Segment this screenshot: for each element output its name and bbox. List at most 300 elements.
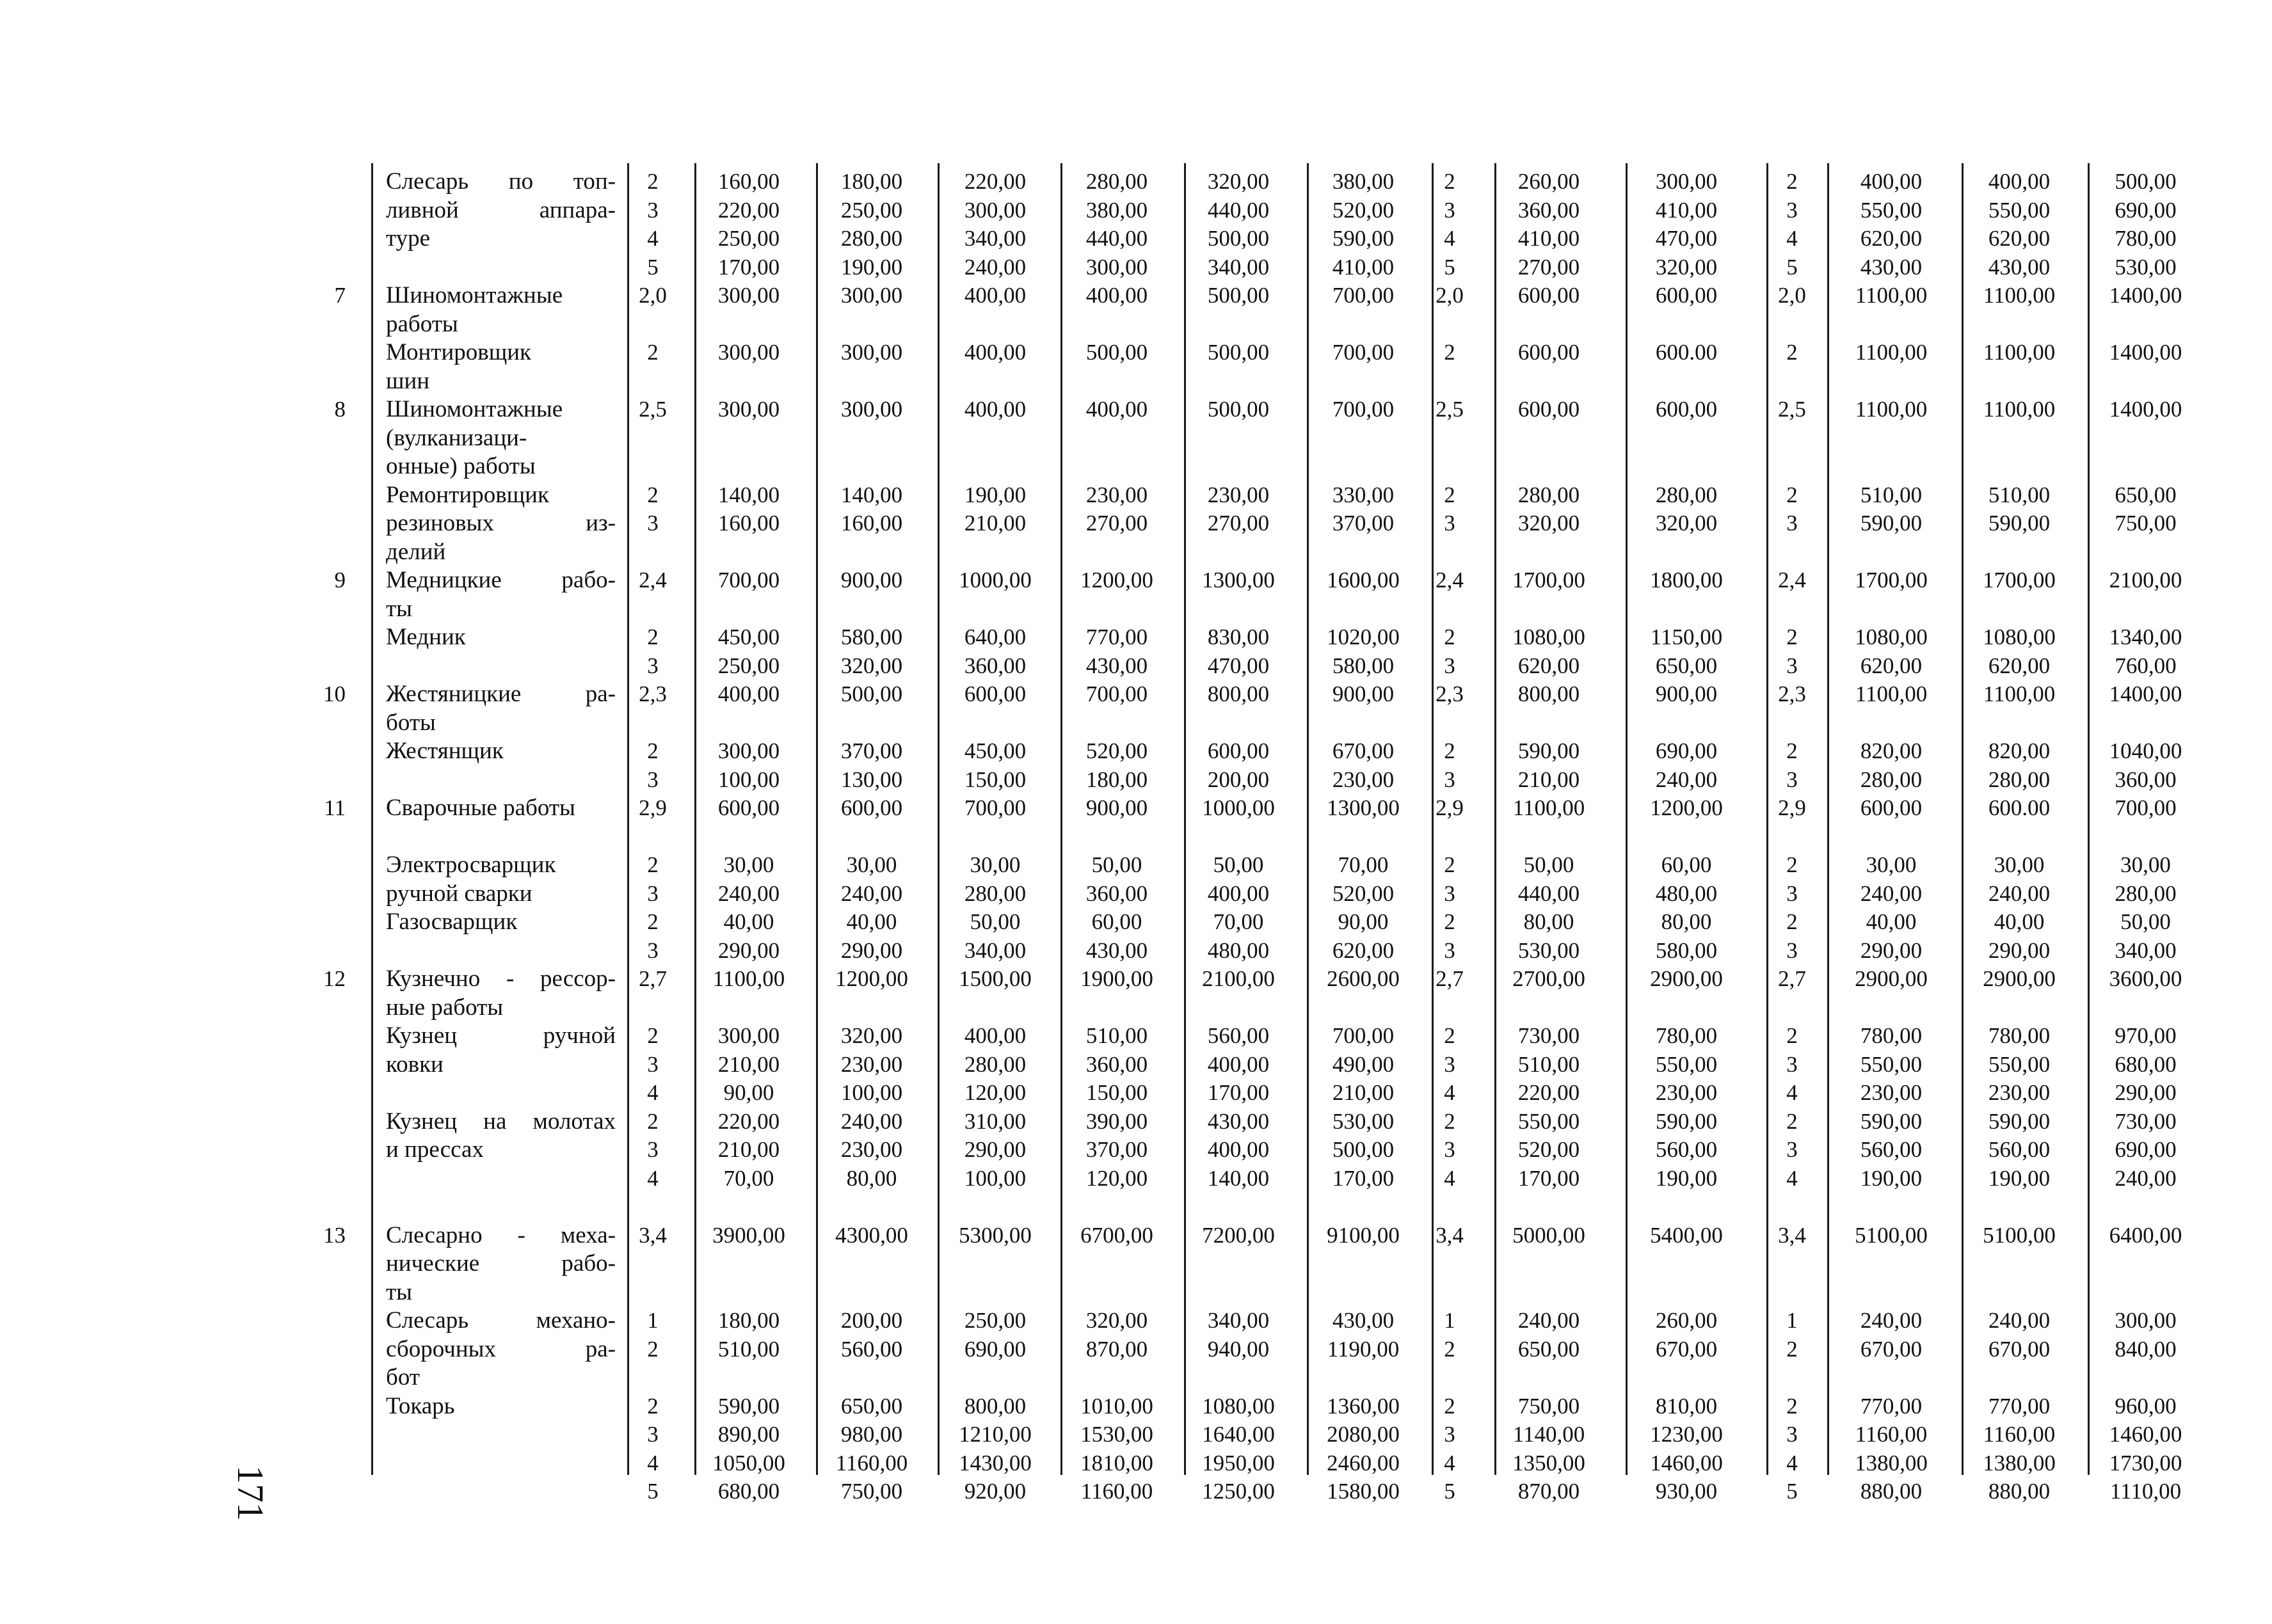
- row-label-line: ные работы: [386, 994, 504, 1021]
- table-cell: 3: [1786, 880, 1798, 906]
- table-cell: 3: [1786, 1051, 1798, 1077]
- table-cell: 1380,00: [1983, 1450, 2056, 1476]
- table-cell: 650,00: [2115, 482, 2177, 507]
- table-cell: 3600,00: [2109, 966, 2182, 991]
- table-cell: 2: [1786, 625, 1798, 649]
- table-cell: 4300,00: [835, 1222, 908, 1248]
- table-cell: 4: [1444, 1450, 1455, 1476]
- table-cell: 2,4: [1436, 568, 1464, 593]
- table-cell: 2: [1444, 169, 1455, 194]
- table-cell: 450,00: [964, 738, 1027, 763]
- table-cell: 220,00: [717, 197, 780, 223]
- table-cell: 300,00: [2115, 1308, 2177, 1333]
- table-cell: 240,00: [1988, 880, 2051, 906]
- table-cell: 670,00: [1655, 1336, 1718, 1362]
- row-label-line: нические рабо-: [386, 1250, 616, 1277]
- table-cell: 680,00: [717, 1479, 780, 1504]
- table-cell: 750,00: [1517, 1393, 1580, 1419]
- table-cell: 780,00: [2115, 226, 2177, 251]
- table-cell: 410,00: [1332, 254, 1395, 280]
- table-cell: 760,00: [2115, 653, 2177, 678]
- row-label-line: Токарь: [386, 1392, 455, 1419]
- table-cell: 980,00: [840, 1422, 903, 1447]
- table-cell: 550,00: [1517, 1108, 1580, 1134]
- table-cell: 140,00: [717, 482, 780, 507]
- table-cell: 310,00: [964, 1108, 1027, 1134]
- row-label-line: Медницкие рабо-: [386, 567, 616, 593]
- row-label-line: и прессах: [386, 1136, 484, 1163]
- table-cell: 470,00: [1207, 653, 1270, 678]
- table-cell: 600,00: [1517, 397, 1580, 422]
- table-cell: 5: [1786, 1479, 1798, 1504]
- table-cell: 210,00: [1332, 1080, 1395, 1105]
- table-cell: 430,00: [1860, 254, 1923, 280]
- table-cell: 60,00: [1091, 909, 1142, 934]
- table-cell: 190,00: [1988, 1165, 2051, 1191]
- table-cell: 2,7: [1436, 966, 1464, 991]
- table-cell: 300,00: [717, 283, 780, 308]
- table-cell: 1500,00: [959, 966, 1032, 991]
- table-cell: 2,0: [639, 283, 667, 308]
- table-cell: 600,00: [1860, 795, 1923, 820]
- table-cell: 500,00: [1207, 226, 1270, 251]
- table-cell: 400,00: [1207, 880, 1270, 906]
- column-rule: [371, 163, 373, 1475]
- table-cell: 2: [1786, 852, 1798, 877]
- row-label-line: Шиномонтажные: [386, 282, 563, 308]
- table-cell: 700,00: [1332, 340, 1395, 365]
- table-cell: 9100,00: [1327, 1222, 1400, 1248]
- table-cell: 600,00: [1655, 397, 1718, 422]
- table-cell: 320,00: [1655, 511, 1718, 536]
- table-cell: 670,00: [1860, 1336, 1923, 1362]
- table-cell: 400,00: [1207, 1051, 1270, 1077]
- row-label-line: Электросварщик: [386, 852, 556, 878]
- table-cell: 430,00: [1988, 254, 2051, 280]
- table-cell: 870,00: [1517, 1479, 1580, 1504]
- table-cell: 170,00: [1517, 1165, 1580, 1191]
- table-cell: 780,00: [1655, 1023, 1718, 1048]
- table-cell: 80,00: [1523, 909, 1574, 934]
- table-cell: 1200,00: [1080, 568, 1153, 593]
- table-cell: 1140,00: [1512, 1422, 1585, 1447]
- table-cell: 590,00: [1517, 738, 1580, 763]
- table-cell: 250,00: [964, 1308, 1027, 1333]
- table-cell: 3,4: [639, 1222, 667, 1248]
- table-cell: 130,00: [840, 767, 903, 792]
- table-cell: 70,00: [1213, 909, 1264, 934]
- table-cell: 230,00: [1655, 1080, 1718, 1105]
- table-cell: 2: [647, 1336, 659, 1362]
- table-cell: 520,00: [1085, 738, 1148, 763]
- table-cell: 400,00: [964, 340, 1027, 365]
- table-cell: 890,00: [717, 1422, 780, 1447]
- table-cell: 1100,00: [1855, 681, 1928, 706]
- table-cell: 2: [1444, 1336, 1455, 1362]
- table-cell: 1800,00: [1650, 568, 1723, 593]
- table-cell: 2: [647, 1108, 659, 1134]
- table-cell: 50,00: [1523, 852, 1574, 877]
- table-cell: 260,00: [1517, 169, 1580, 194]
- table-cell: 2: [1786, 909, 1798, 934]
- table-cell: 600,00: [1207, 738, 1270, 763]
- table-cell: 280,00: [1655, 482, 1718, 507]
- table-cell: 240,00: [1860, 880, 1923, 906]
- table-cell: 620,00: [1860, 653, 1923, 678]
- table-cell: 40,00: [846, 909, 897, 934]
- table-cell: 360,00: [1517, 197, 1580, 223]
- table-cell: 2,3: [639, 681, 667, 706]
- table-cell: 400,00: [717, 681, 780, 706]
- table-cell: 430,00: [1332, 1308, 1395, 1333]
- table-cell: 550,00: [1655, 1051, 1718, 1077]
- table-cell: 200,00: [1207, 767, 1270, 792]
- table-cell: 3,4: [1778, 1222, 1806, 1248]
- row-label-line: Шиномонтажные: [386, 396, 563, 422]
- table-cell: 550,00: [1860, 1051, 1923, 1077]
- table-cell: 560,00: [1860, 1137, 1923, 1162]
- table-cell: 600.00: [1988, 795, 2051, 820]
- table-cell: 230,00: [1207, 482, 1270, 507]
- table-cell: 3: [647, 511, 659, 536]
- table-cell: 290,00: [964, 1137, 1027, 1162]
- table-cell: 780,00: [1860, 1023, 1923, 1048]
- table-cell: 930,00: [1655, 1479, 1718, 1504]
- table-cell: 300,00: [840, 397, 903, 422]
- table-cell: 270,00: [1517, 254, 1580, 280]
- row-number: 11: [324, 795, 346, 820]
- table-cell: 180,00: [1085, 767, 1148, 792]
- table-cell: 50,00: [1213, 852, 1264, 877]
- table-cell: 480,00: [1207, 937, 1270, 963]
- table-cell: 360,00: [2115, 767, 2177, 792]
- table-cell: 300,00: [717, 738, 780, 763]
- table-cell: 3: [1444, 1051, 1455, 1077]
- table-cell: 2: [1786, 482, 1798, 507]
- row-label-line: бот: [386, 1364, 420, 1390]
- table-cell: 590,00: [1860, 511, 1923, 536]
- table-cell: 230,00: [1085, 482, 1148, 507]
- table-cell: 690,00: [964, 1336, 1027, 1362]
- row-label-line: ты: [386, 595, 413, 622]
- table-cell: 450,00: [717, 625, 780, 649]
- table-cell: 400,00: [964, 283, 1027, 308]
- table-cell: 280,00: [964, 880, 1027, 906]
- table-cell: 340,00: [964, 226, 1027, 251]
- table-cell: 1110,00: [2109, 1479, 2182, 1504]
- table-cell: 360,00: [964, 653, 1027, 678]
- table-cell: 1: [1444, 1308, 1455, 1333]
- table-cell: 3: [647, 653, 659, 678]
- table-cell: 330,00: [1332, 482, 1395, 507]
- row-number: 10: [323, 681, 346, 706]
- table-cell: 2: [1786, 1393, 1798, 1419]
- table-cell: 1340,00: [2109, 625, 2182, 649]
- table-cell: 650,00: [1655, 653, 1718, 678]
- table-cell: 680,00: [2115, 1051, 2177, 1077]
- table-cell: 3: [647, 937, 659, 963]
- table-cell: 1040,00: [2109, 738, 2182, 763]
- table-cell: 960,00: [2115, 1393, 2177, 1419]
- row-label-line: Кузнец ручной: [386, 1023, 616, 1049]
- table-cell: 240,00: [1655, 767, 1718, 792]
- table-cell: 280,00: [1517, 482, 1580, 507]
- table-cell: 210,00: [717, 1051, 780, 1077]
- table-cell: 530,00: [1517, 937, 1580, 963]
- table-cell: 2,9: [1778, 795, 1806, 820]
- row-label-line: Сварочные работы: [386, 795, 575, 821]
- table-cell: 510,00: [1517, 1051, 1580, 1077]
- table-cell: 140,00: [840, 482, 903, 507]
- table-cell: 240,00: [2115, 1165, 2177, 1191]
- table-cell: 530,00: [1332, 1108, 1395, 1134]
- table-cell: 700,00: [2115, 795, 2177, 820]
- row-number: 9: [334, 568, 346, 593]
- table-cell: 400,00: [1988, 169, 2051, 194]
- table-cell: 2080,00: [1327, 1422, 1400, 1447]
- table-cell: 2,9: [1436, 795, 1464, 820]
- table-cell: 1200,00: [1650, 795, 1723, 820]
- table-cell: 670,00: [1988, 1336, 2051, 1362]
- table-cell: 400,00: [964, 397, 1027, 422]
- table-cell: 400,00: [1085, 397, 1148, 422]
- table-cell: 3: [1786, 1137, 1798, 1162]
- table-cell: 290,00: [1860, 937, 1923, 963]
- row-label-line: делий: [386, 538, 446, 565]
- table-cell: 70,00: [723, 1165, 774, 1191]
- table-cell: 2: [1786, 340, 1798, 365]
- table-cell: 2100,00: [2109, 568, 2182, 593]
- column-rule: [1962, 163, 1964, 1475]
- table-cell: 80,00: [1661, 909, 1712, 934]
- table-cell: 4: [1786, 1165, 1798, 1191]
- table-cell: 1200,00: [835, 966, 908, 991]
- table-cell: 2: [647, 482, 659, 507]
- table-cell: 2900,00: [1855, 966, 1928, 991]
- table-cell: 240,00: [840, 880, 903, 906]
- table-cell: 320,00: [1207, 169, 1270, 194]
- table-cell: 40,00: [723, 909, 774, 934]
- table-cell: 200,00: [840, 1308, 903, 1333]
- row-label-line: Слесарь по топ-: [386, 168, 616, 195]
- table-cell: 370,00: [1332, 511, 1395, 536]
- table-cell: 1160,00: [1855, 1422, 1928, 1447]
- table-cell: 700,00: [1332, 283, 1395, 308]
- table-cell: 700,00: [717, 568, 780, 593]
- table-cell: 300,00: [717, 397, 780, 422]
- table-cell: 340,00: [964, 937, 1027, 963]
- table-cell: 1700,00: [1512, 568, 1585, 593]
- table-cell: 900,00: [1332, 681, 1395, 706]
- table-cell: 390,00: [1085, 1108, 1148, 1134]
- table-cell: 80,00: [846, 1165, 897, 1191]
- table-cell: 60,00: [1661, 852, 1712, 877]
- table-cell: 500,00: [2115, 169, 2177, 194]
- table-cell: 510,00: [717, 1336, 780, 1362]
- table-cell: 50,00: [2120, 909, 2171, 934]
- table-cell: 770,00: [1860, 1393, 1923, 1419]
- table-cell: 400,00: [1085, 283, 1148, 308]
- table-cell: 1580,00: [1327, 1479, 1400, 1504]
- table-cell: 640,00: [964, 625, 1027, 649]
- table-cell: 590,00: [1988, 1108, 2051, 1134]
- table-cell: 380,00: [1332, 169, 1395, 194]
- table-cell: 2: [1444, 738, 1455, 763]
- table-cell: 2: [1786, 1336, 1798, 1362]
- table-cell: 160,00: [717, 169, 780, 194]
- table-cell: 7200,00: [1202, 1222, 1275, 1248]
- table-cell: 240,00: [1860, 1308, 1923, 1333]
- table-cell: 1300,00: [1327, 795, 1400, 820]
- table-cell: 410,00: [1655, 197, 1718, 223]
- table-cell: 170,00: [1207, 1080, 1270, 1105]
- table-cell: 770,00: [1085, 625, 1148, 649]
- table-cell: 240,00: [1988, 1308, 2051, 1333]
- table-cell: 480,00: [1655, 880, 1718, 906]
- table-cell: 1: [1786, 1308, 1798, 1333]
- table-cell: 5400,00: [1650, 1222, 1723, 1248]
- table-cell: 210,00: [1517, 767, 1580, 792]
- table-cell: 300,00: [1655, 169, 1718, 194]
- row-label-line: Жестяницкие ра-: [386, 681, 616, 707]
- table-cell: 440,00: [1517, 880, 1580, 906]
- table-cell: 5: [647, 254, 659, 280]
- table-cell: 230,00: [840, 1051, 903, 1077]
- row-number: 8: [334, 397, 346, 422]
- table-cell: 2: [647, 1023, 659, 1048]
- table-cell: 600,00: [1655, 283, 1718, 308]
- table-cell: 880,00: [1988, 1479, 2051, 1504]
- table-cell: 320,00: [1085, 1308, 1148, 1333]
- table-cell: 5100,00: [1983, 1222, 2056, 1248]
- table-cell: 800,00: [964, 1393, 1027, 1419]
- table-cell: 2,9: [639, 795, 667, 820]
- table-cell: 800,00: [1517, 681, 1580, 706]
- table-cell: 1210,00: [959, 1422, 1032, 1447]
- table-cell: 3: [1444, 937, 1455, 963]
- table-cell: 3: [1786, 1422, 1798, 1447]
- table-cell: 240,00: [964, 254, 1027, 280]
- table-cell: 280,00: [840, 226, 903, 251]
- row-number: 13: [323, 1222, 346, 1248]
- table-cell: 320,00: [840, 1023, 903, 1048]
- table-cell: 190,00: [1860, 1165, 1923, 1191]
- table-cell: 3: [1444, 511, 1455, 536]
- table-cell: 1190,00: [1327, 1336, 1400, 1362]
- table-cell: 530,00: [2115, 254, 2177, 280]
- table-cell: 560,00: [1207, 1023, 1270, 1048]
- table-cell: 140,00: [1207, 1165, 1270, 1191]
- table-cell: 1000,00: [1202, 795, 1275, 820]
- table-cell: 550,00: [1860, 197, 1923, 223]
- table-cell: 2,4: [639, 568, 667, 593]
- row-number: 12: [323, 966, 346, 991]
- table-cell: 580,00: [1655, 937, 1718, 963]
- table-cell: 830,00: [1207, 625, 1270, 649]
- table-cell: 1080,00: [1855, 625, 1928, 649]
- table-cell: 270,00: [1085, 511, 1148, 536]
- table-cell: 170,00: [1332, 1165, 1395, 1191]
- table-cell: 2: [647, 909, 659, 934]
- table-cell: 1100,00: [712, 966, 785, 991]
- table-cell: 1150,00: [1650, 625, 1723, 649]
- table-cell: 590,00: [1332, 226, 1395, 251]
- table-cell: 620,00: [1517, 653, 1580, 678]
- table-cell: 2: [1444, 625, 1455, 649]
- table-cell: 2900,00: [1983, 966, 2056, 991]
- table-cell: 3: [1786, 511, 1798, 536]
- row-label-line: Кузнец на молотах: [386, 1108, 616, 1134]
- table-cell: 40,00: [1866, 909, 1917, 934]
- table-cell: 590,00: [1860, 1108, 1923, 1134]
- row-label-line: сборочных ра-: [386, 1335, 616, 1362]
- table-cell: 1300,00: [1202, 568, 1275, 593]
- table-cell: 50,00: [1091, 852, 1142, 877]
- table-cell: 2100,00: [1202, 966, 1275, 991]
- table-cell: 240,00: [840, 1108, 903, 1134]
- table-cell: 1000,00: [959, 568, 1032, 593]
- table-cell: 2: [1786, 169, 1798, 194]
- table-cell: 300,00: [840, 283, 903, 308]
- row-label-line: работы: [386, 310, 458, 337]
- table-cell: 290,00: [717, 937, 780, 963]
- row-label-line: Кузнечно - рессор-: [386, 966, 616, 992]
- table-cell: 690,00: [2115, 197, 2177, 223]
- table-cell: 520,00: [1332, 197, 1395, 223]
- table-cell: 600,00: [964, 681, 1027, 706]
- table-cell: 2700,00: [1512, 966, 1585, 991]
- table-cell: 1100,00: [1855, 340, 1928, 365]
- table-cell: 620,00: [1988, 226, 2051, 251]
- table-cell: 440,00: [1085, 226, 1148, 251]
- table-cell: 2: [1444, 1023, 1455, 1048]
- table-cell: 2: [647, 1393, 659, 1419]
- table-cell: 340,00: [1207, 1308, 1270, 1333]
- row-label-line: резиновых из-: [386, 510, 616, 536]
- table-cell: 190,00: [964, 482, 1027, 507]
- table-cell: 470,00: [1655, 226, 1718, 251]
- table-cell: 1010,00: [1080, 1393, 1153, 1419]
- table-cell: 100,00: [717, 767, 780, 792]
- table-cell: 940,00: [1207, 1336, 1270, 1362]
- table-cell: 1400,00: [2109, 681, 2182, 706]
- table-cell: 160,00: [840, 511, 903, 536]
- table-cell: 100,00: [840, 1080, 903, 1105]
- table-cell: 1100,00: [1983, 283, 2056, 308]
- table-cell: 3: [1444, 197, 1455, 223]
- table-cell: 430,00: [1085, 653, 1148, 678]
- table-cell: 30,00: [970, 852, 1021, 877]
- table-cell: 2,0: [1778, 283, 1806, 308]
- row-label-line: ливной аппара-: [386, 196, 616, 223]
- table-cell: 220,00: [1517, 1080, 1580, 1105]
- table-cell: 1080,00: [1512, 625, 1585, 649]
- table-cell: 4: [1786, 1450, 1798, 1476]
- table-cell: 2: [1786, 1023, 1798, 1048]
- table-cell: 780,00: [1988, 1023, 2051, 1048]
- table-cell: 3: [647, 1422, 659, 1447]
- table-cell: 820,00: [1860, 738, 1923, 763]
- table-cell: 1160,00: [1983, 1422, 2056, 1447]
- table-cell: 230,00: [1860, 1080, 1923, 1105]
- table-cell: 230,00: [840, 1137, 903, 1162]
- table-cell: 2: [1444, 852, 1455, 877]
- table-cell: 600,00: [1517, 340, 1580, 365]
- table-cell: 600,00: [1517, 283, 1580, 308]
- table-cell: 5: [1444, 254, 1455, 280]
- table-cell: 520,00: [1517, 1137, 1580, 1162]
- table-cell: 5: [1444, 1479, 1455, 1504]
